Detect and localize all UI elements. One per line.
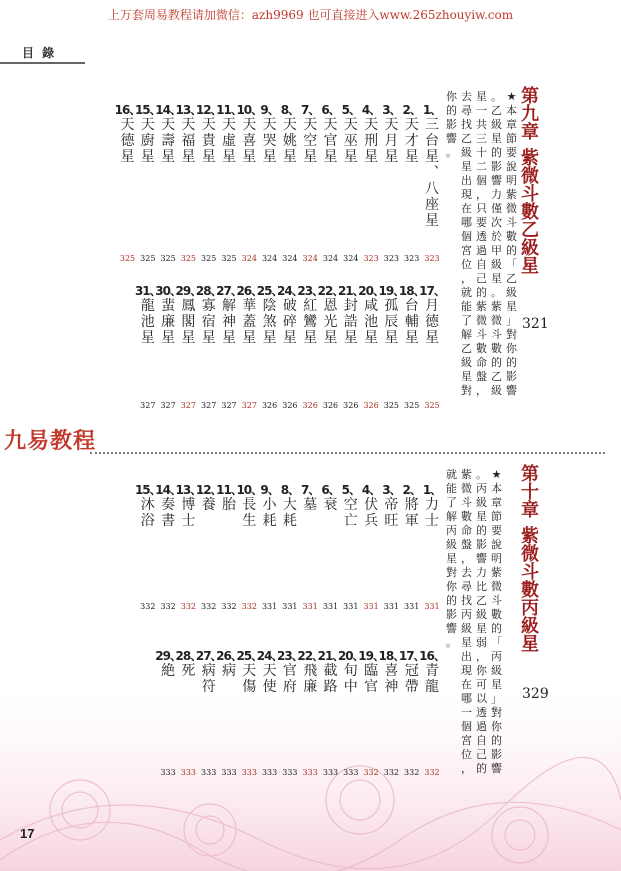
toc-item: 26、 華 蓋 星 xyxy=(236,284,263,346)
toc-item-number: 2、 xyxy=(402,483,421,497)
toc-item: 4、 天 刑 星 xyxy=(361,103,381,165)
toc-item-number: 28、 xyxy=(175,649,202,663)
toc-item-number: 2、 xyxy=(402,103,421,117)
header-rule xyxy=(0,62,85,64)
toc-item-page: 332 xyxy=(424,768,440,777)
toc-item-number: 17、 xyxy=(419,284,445,298)
toc-item-number: 15、 xyxy=(134,483,161,497)
toc-item-page: 333 xyxy=(302,768,318,777)
toc-item: 28、 死 xyxy=(175,649,202,679)
toc-item-page: 324 xyxy=(302,254,318,263)
toc-item-number: 26、 xyxy=(236,284,263,298)
section-divider xyxy=(90,452,605,454)
chapter-10-page: 329 xyxy=(522,686,549,702)
toc-item: 28、 寡 宿 星 xyxy=(195,284,222,346)
chapter-9-page: 321 xyxy=(522,316,549,332)
toc-item: 7、 墓 xyxy=(301,483,320,513)
toc-item-page: 325 xyxy=(119,254,136,263)
toc-item-number: 19、 xyxy=(358,649,384,663)
toc-item-number: 1、 xyxy=(422,103,442,117)
toc-item: 10、 長 生 xyxy=(236,483,263,529)
page-number: 17 xyxy=(20,826,35,841)
toc-item-number: 24、 xyxy=(256,649,283,663)
toc-item-number: 3、 xyxy=(382,483,401,497)
toc-item-page: 331 xyxy=(282,602,298,611)
toc-item-number: 13、 xyxy=(175,483,202,497)
toc-item-number: 13、 xyxy=(175,103,202,117)
toc-item: 25、 天 傷 xyxy=(236,649,263,695)
toc-item-page: 333 xyxy=(180,768,197,777)
toc-item-number: 15、 xyxy=(134,103,161,117)
toc-item: 23、 紅 鸞 星 xyxy=(297,284,324,346)
toc-item: 9、 小 耗 xyxy=(260,483,279,529)
toc-item-page: 333 xyxy=(322,768,339,777)
toc-item: 5、 天 巫 星 xyxy=(341,103,360,165)
toc-item: 31、 龍 池 星 xyxy=(134,284,161,346)
toc-item-page: 333 xyxy=(241,768,257,777)
toc-item-page: 323 xyxy=(404,254,420,263)
toc-item: 7、 天 空 星 xyxy=(301,103,320,165)
toc-item: 3、 天 月 星 xyxy=(382,103,401,165)
toc-item: 18、 喜 神 xyxy=(378,649,405,695)
toc-item: 24、 天 使 xyxy=(256,649,283,695)
chapter-9-description: ★ 本 章 節 要 說 明 紫 微 斗 數 的 「 乙 級 星 」 對 你 的 影 響 。 乙 級 星 的 影 響 力 僅 次 於 甲 級 星 。 紫 微 斗 數 的 乙 級 星 一 共 三 十 二 個 ， 只 要 透 過 自 己 的 紫 微 斗 數 命 盤 ， 去 尋 找 乙 級 星 出 現 在 哪 個 宮 位 ， 就 能 了 解 乙 級 星 對 你 的 影 響 。 xyxy=(446,90,517,397)
toc-item-number: 6、 xyxy=(321,103,340,117)
toc-item-page: 324 xyxy=(322,254,339,263)
toc-item-page: 327 xyxy=(140,401,156,410)
toc-item: 8、 大 耗 xyxy=(280,483,300,529)
page-header-title: 目 錄 xyxy=(22,46,57,60)
toc-item-page: 325 xyxy=(221,254,237,263)
toc-item-number: 22、 xyxy=(297,649,324,663)
toc-item-number: 9、 xyxy=(260,483,279,497)
toc-item-page: 327 xyxy=(221,401,237,410)
toc-item: 24、 破 碎 星 xyxy=(277,284,303,346)
toc-item: 2、 天 才 星 xyxy=(402,103,421,165)
toc-item-number: 25、 xyxy=(256,284,283,298)
toc-item-number: 14、 xyxy=(155,103,181,117)
toc-item-page: 323 xyxy=(363,254,379,263)
toc-item-page: 324 xyxy=(282,254,298,263)
toc-item: 9、 天 哭 星 xyxy=(260,103,279,165)
chapter-10-list-bottom xyxy=(146,650,446,785)
toc-item-page: 324 xyxy=(343,254,359,263)
toc-item-number: 29、 xyxy=(155,649,181,663)
toc-item-number: 20、 xyxy=(337,649,364,663)
toc-item-number: 7、 xyxy=(301,103,320,117)
toc-item-page: 331 xyxy=(424,602,440,611)
toc-item: 10、 天 喜 星 xyxy=(236,103,263,165)
toc-item: 14、 天 壽 星 xyxy=(155,103,181,165)
toc-item: 1、 三 台 星 ︑ 八 座 星 xyxy=(422,103,442,229)
toc-item-page: 331 xyxy=(363,602,379,611)
toc-item-number: 31、 xyxy=(134,284,161,298)
toc-item-page: 325 xyxy=(160,254,176,263)
toc-item-page: 327 xyxy=(241,401,257,410)
toc-item-page: 323 xyxy=(424,254,440,263)
toc-item-number: 20、 xyxy=(358,284,384,298)
toc-item-page: 325 xyxy=(140,254,156,263)
toc-item-page: 332 xyxy=(383,768,400,777)
toc-item-number: 22、 xyxy=(317,284,344,298)
toc-item-page: 325 xyxy=(383,401,400,410)
toc-item-number: 10、 xyxy=(236,483,263,497)
toc-item-page: 326 xyxy=(302,401,318,410)
toc-item: 26、 病 xyxy=(216,649,242,679)
toc-item: 22、 恩 光 星 xyxy=(317,284,344,346)
toc-item: 1、 力 士 xyxy=(422,483,442,529)
toc-item-page: 333 xyxy=(282,768,298,777)
toc-item: 11、 天 虛 星 xyxy=(216,103,242,165)
toc-item-page: 324 xyxy=(261,254,278,263)
toc-item-page: 324 xyxy=(241,254,257,263)
toc-item: 27、 病 符 xyxy=(195,649,222,695)
toc-item-page: 326 xyxy=(261,401,278,410)
toc-item: 27、 解 神 星 xyxy=(216,284,242,346)
toc-item-number: 21、 xyxy=(317,649,344,663)
toc-item: 2、 將 軍 xyxy=(402,483,421,529)
chapter-10-list-top xyxy=(126,484,446,624)
toc-item-page: 331 xyxy=(302,602,318,611)
toc-item-number: 24、 xyxy=(277,284,303,298)
toc-item-page: 325 xyxy=(404,401,420,410)
toc-item: 4、 伏 兵 xyxy=(361,483,381,529)
toc-item: 12、 天 貴 星 xyxy=(195,103,222,165)
toc-item-number: 9、 xyxy=(260,103,279,117)
toc-item-number: 25、 xyxy=(236,649,263,663)
toc-item-page: 326 xyxy=(322,401,339,410)
toc-item-page: 331 xyxy=(322,602,339,611)
toc-item: 11、 胎 xyxy=(216,483,242,513)
toc-item-page: 331 xyxy=(383,602,400,611)
toc-item: 14、 奏 書 xyxy=(155,483,181,529)
watermark-text: 九易教程 xyxy=(4,428,97,454)
toc-item: 25、 陰 煞 星 xyxy=(256,284,283,346)
toc-item: 18、 台 輔 星 xyxy=(398,284,425,346)
toc-item: 16、 青 龍 xyxy=(419,649,445,695)
toc-item-number: 26、 xyxy=(216,649,242,663)
toc-item-number: 17、 xyxy=(398,649,425,663)
toc-item: 20、 旬 中 xyxy=(337,649,364,695)
toc-item: 19、 孤 辰 星 xyxy=(378,284,405,346)
toc-item-page: 332 xyxy=(363,768,379,777)
toc-item-number: 8、 xyxy=(280,103,300,117)
toc-item-page: 332 xyxy=(180,602,197,611)
toc-item-number: 18、 xyxy=(378,649,405,663)
toc-item: 6、 天 官 星 xyxy=(321,103,340,165)
toc-item: 20、 咸 池 星 xyxy=(358,284,384,346)
toc-item-number: 16、 xyxy=(114,103,141,117)
chapter-10-description: ★ 本 章 節 要 說 明 紫 微 斗 數 的 「 丙 級 星 」 對 你 的 影 響 。 丙 級 星 的 影 響 力 比 乙 級 星 弱 ， 你 可 以 透 過 自 己 的 紫 微 斗 數 命 盤 ， 去 尋 找 丙 級 星 出 現 在 哪 一 個 宮 位 ， 就 能 了 解 丙 級 星 對 你 的 影 響 。 xyxy=(446,468,502,775)
toc-item-page: 325 xyxy=(424,401,440,410)
toc-item: 22、 飛 廉 xyxy=(297,649,324,695)
toc-item-number: 4、 xyxy=(361,483,381,497)
toc-item-number: 10、 xyxy=(236,103,263,117)
toc-item-page: 326 xyxy=(363,401,379,410)
toc-item-number: 14、 xyxy=(155,483,181,497)
toc-item: 6、 衰 xyxy=(321,483,340,513)
toc-item-number: 19、 xyxy=(378,284,405,298)
toc-item-number: 12、 xyxy=(195,103,222,117)
toc-item-page: 323 xyxy=(383,254,400,263)
toc-item-page: 333 xyxy=(261,768,278,777)
toc-item-number: 5、 xyxy=(341,483,360,497)
toc-item-number: 11、 xyxy=(216,483,242,497)
toc-item: 29、 鳳 閣 星 xyxy=(175,284,202,346)
toc-item: 21、 封 誥 星 xyxy=(337,284,364,346)
toc-item: 17、 冠 帶 xyxy=(398,649,425,695)
toc-item: 12、 養 xyxy=(195,483,222,513)
toc-item: 5、 空 亡 xyxy=(341,483,360,529)
toc-item-page: 331 xyxy=(261,602,278,611)
toc-item-number: 27、 xyxy=(195,649,222,663)
toc-item-page: 327 xyxy=(201,401,217,410)
toc-item-page: 332 xyxy=(201,602,217,611)
toc-item-page: 331 xyxy=(404,602,420,611)
toc-item-page: 331 xyxy=(343,602,359,611)
toc-item: 8、 天 姚 星 xyxy=(280,103,300,165)
toc-item-page: 327 xyxy=(180,401,197,410)
toc-item-page: 325 xyxy=(180,254,197,263)
toc-item-number: 4、 xyxy=(361,103,381,117)
chapter-10-title: 第 十 章 紫 微 斗 數 丙 級 星 xyxy=(521,464,539,655)
toc-item: 15、 天 廚 星 xyxy=(134,103,161,165)
toc-item-number: 29、 xyxy=(175,284,202,298)
toc-item: 21、 截 路 xyxy=(317,649,344,695)
toc-item-page: 325 xyxy=(201,254,217,263)
toc-item-page: 327 xyxy=(160,401,176,410)
toc-item: 13、 博 士 xyxy=(175,483,202,529)
toc-item: 23、 官 府 xyxy=(277,649,303,695)
toc-item: 3、 帝 旺 xyxy=(382,483,401,529)
toc-item-number: 5、 xyxy=(341,103,360,117)
toc-item-number: 6、 xyxy=(321,483,340,497)
toc-item-page: 332 xyxy=(221,602,237,611)
toc-item-number: 30、 xyxy=(155,284,181,298)
toc-item: 16、 天 德 星 xyxy=(114,103,141,165)
toc-item-number: 27、 xyxy=(216,284,242,298)
toc-item-page: 332 xyxy=(241,602,257,611)
toc-item-number: 23、 xyxy=(277,649,303,663)
chapter-9-title: 第 九 章 紫 微 斗 數 乙 級 星 xyxy=(521,86,539,277)
toc-item-page: 332 xyxy=(404,768,420,777)
toc-item-page: 333 xyxy=(343,768,359,777)
toc-item-number: 18、 xyxy=(398,284,425,298)
toc-item-number: 28、 xyxy=(195,284,222,298)
toc-item-page: 326 xyxy=(282,401,298,410)
toc-item-number: 21、 xyxy=(337,284,364,298)
toc-item: 17、 月 德 星 xyxy=(419,284,445,346)
toc-item-number: 23、 xyxy=(297,284,324,298)
toc-item-number: 1、 xyxy=(422,483,442,497)
toc-item: 15、 沐 浴 xyxy=(134,483,161,529)
toc-item-number: 7、 xyxy=(301,483,320,497)
toc-item-page: 333 xyxy=(160,768,176,777)
toc-item-number: 12、 xyxy=(195,483,222,497)
toc-item-page: 333 xyxy=(221,768,237,777)
toc-item: 19、 臨 官 xyxy=(358,649,384,695)
toc-item-number: 11、 xyxy=(216,103,242,117)
chapter-9-list-bottom xyxy=(106,285,446,415)
toc-item-page: 326 xyxy=(343,401,359,410)
toc-item-number: 8、 xyxy=(280,483,300,497)
toc-item-page: 332 xyxy=(140,602,156,611)
promo-banner: 上万套周易教程请加微信：azh9969 也可直接进入www.265zhouyiw.com xyxy=(107,8,514,22)
toc-item-page: 333 xyxy=(201,768,217,777)
toc-item: 29、 絶 xyxy=(155,649,181,679)
toc-item-number: 3、 xyxy=(382,103,401,117)
toc-item: 30、 蜚 廉 星 xyxy=(155,284,181,346)
toc-item: 13、 天 福 星 xyxy=(175,103,202,165)
toc-item-page: 332 xyxy=(160,602,176,611)
toc-item-number: 16、 xyxy=(419,649,445,663)
chapter-9-list-top xyxy=(106,104,446,274)
